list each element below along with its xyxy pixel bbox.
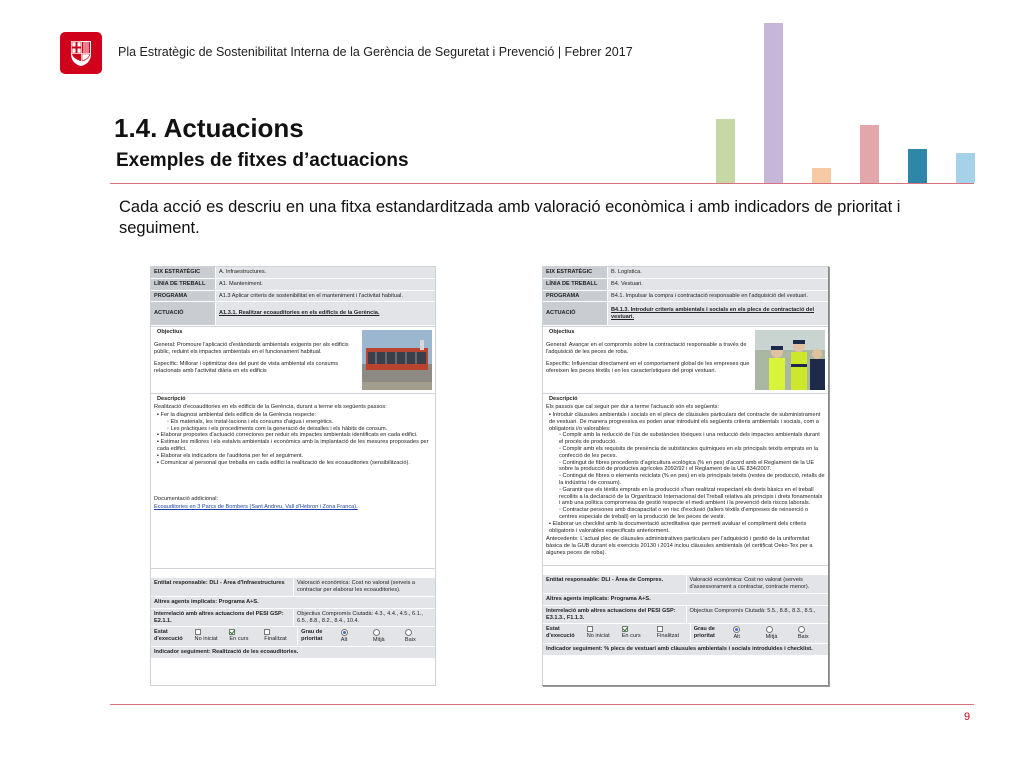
responsible-row xyxy=(543,575,828,594)
description-item: ◦ Les pràctiques i els procediments com la generació de deixalles i els hàbits de consum. xyxy=(157,426,432,433)
priority-option[interactable] xyxy=(339,627,371,646)
field-label: EIX ESTRATÈGIC xyxy=(543,267,607,278)
priority-option[interactable] xyxy=(371,627,403,646)
field-value: B. Logística. xyxy=(607,267,828,278)
field-label: PROGRAMA xyxy=(543,291,607,302)
objectives-heading: Objectius xyxy=(157,329,183,336)
objectives-section xyxy=(543,326,828,394)
field-value: A1.3 Aplicar criteris de sostenibilitat en el manteniment i l'activitat habitual. xyxy=(215,291,435,302)
card-field-row xyxy=(151,267,435,279)
radio-button[interactable] xyxy=(341,629,348,636)
objectives-heading: Objectius xyxy=(549,329,575,336)
description-item: ◦ Garantir que els tèxtils emprats en la producció s'han realitzat respectant els drets bàsics en el treball recollits a la declaració de la Organització Internacional del Treball relativa als principis i drets fonamentals i amb una política compromesa de gestió respecte el medi ambient i la prevenció dels riscos laborals. xyxy=(549,487,825,507)
interrelation: Interrelació amb altres actuacions del PESI GSP: E2.1.1. xyxy=(154,610,284,624)
description-item: ▪ Elaborar els indicadors de l'auditoria per fer el seguiment. xyxy=(157,453,432,460)
tracking-indicator: Indicador seguiment: Realització de les ecoauditories. xyxy=(151,647,435,658)
card-field-row xyxy=(543,279,828,291)
card-field-row xyxy=(543,267,828,279)
description-item: ▪ Elaborar un checklist amb la documentació acreditativa que permeti avaluar el compliment dels criteris obligatoris i valorables especificats anteriorment. xyxy=(549,521,825,535)
description-item: ◦ Contingut de fibres o elements reciclats (% en pes) en els principals teixits (restes de producció, retalls de la indústria i de consum). xyxy=(549,473,825,487)
decorative-bar xyxy=(956,153,975,183)
interrelation-row xyxy=(543,606,828,625)
execution-option-label: No iniciat xyxy=(194,636,218,643)
footer-divider xyxy=(110,704,974,705)
execution-option-label: Finalitzat xyxy=(656,633,680,640)
action-card xyxy=(150,266,436,686)
page-subtitle: Exemples de fitxes d’actuacions xyxy=(116,150,409,171)
additional-docs-link[interactable]: Ecoauditories en 3 Parcs de Bombers (Sant Andreu, Vall d'Hebron i Zona Franca). xyxy=(154,504,358,511)
field-label: ACTUACIÓ xyxy=(543,302,607,325)
priority-option-label: Alt xyxy=(733,634,740,641)
general-objective: General: Promoure l'aplicació d'estàndards ambientals exigents per als edificis públic, reduint els impactes ambientals en el funcionament habitual. xyxy=(154,342,349,355)
checkbox[interactable] xyxy=(264,629,270,635)
specific-objective: Específic: Influenciar directament en el comportament global de les empreses que ofereixen les peces tèxtils i en les característiques del propi vestuari. xyxy=(546,360,750,374)
description-item: ▪ Elaborar propostes d'actuació correctores per reduir els impactes ambientals identificats en cada edifici. xyxy=(157,432,432,439)
title-divider xyxy=(110,183,974,184)
priority-option-label: Mitjà xyxy=(372,637,385,644)
card-field-row xyxy=(151,302,435,326)
radio-button[interactable] xyxy=(733,626,740,633)
checkbox[interactable] xyxy=(622,626,628,632)
execution-option-label: Finalitzat xyxy=(264,636,287,643)
field-label: ACTUACIÓ xyxy=(151,302,215,325)
radio-button[interactable] xyxy=(798,626,805,633)
checkbox[interactable] xyxy=(229,629,235,635)
priority-option-label: Alt xyxy=(340,637,348,644)
responsible-entity: Entitat responsable: DLI - Àrea d'Infraestructures xyxy=(154,580,285,587)
barcelona-logo xyxy=(60,32,102,74)
description-item: ▪ Introduir clàusules ambientals i socials en el plecs de clàusules particulars del contracte de subministrament de vestuari. De manera progressiva es poden anar introduint els següents criteris ambientals i socials, com a obligatoris i/o valorables: xyxy=(549,412,825,432)
objectives-text xyxy=(543,327,755,393)
economic-valuation: Valoració econòmica: Cost no valorat (serveis a contractar per elaborar les ecoauditories). xyxy=(293,578,435,596)
execution-option-label: En curs xyxy=(621,633,641,640)
page-title: 1.4. Actuacions xyxy=(114,113,304,143)
antecedents-text: Antecedents: L'actual plec de clàusules administratives particulars per l'adquisició i gestió de la uniformitat bàsica de la GUB durant els exercicis 20130 i 2014 inclou clàusules ambientals (el certificat Oeko-Tex per a algunes peces de roba). xyxy=(546,536,813,556)
citizen-commitment: Objectius Compromís Ciutadà: 5.5., 8.8., 8.3., 8.5., xyxy=(686,606,829,624)
building-photo xyxy=(362,330,432,390)
field-label: PROGRAMA xyxy=(151,291,215,302)
field-value: B4. Vestuari. xyxy=(607,279,828,290)
objectives-section xyxy=(151,326,435,394)
priority-option[interactable] xyxy=(796,624,828,643)
card-gap xyxy=(543,566,828,575)
radio-button[interactable] xyxy=(373,629,380,636)
additional-docs-heading: Documentació addicional: xyxy=(154,496,219,503)
spacer xyxy=(154,466,432,496)
execution-option[interactable] xyxy=(655,624,690,642)
field-value: A1.3.1. Realitzar ecoauditories en els edificis de la Gerència. xyxy=(215,302,435,325)
decorative-bar xyxy=(716,119,735,183)
agents-row xyxy=(151,597,435,609)
decorative-bar xyxy=(860,125,879,183)
interrelation: Interrelació amb altres actuacions del PESI GSP: E3.1.3., F1.1.3. xyxy=(546,607,676,621)
decorative-bar xyxy=(812,168,831,183)
economic-valuation: Valoració econòmica: Cost no valorat (serveis d'assessorament a contractar, contracte menor). xyxy=(686,575,829,593)
other-agents: Altres agents implicats: Programa A+S. xyxy=(546,595,651,602)
description-item: ▪ Fer la diagnosi ambiental dels edificis de la Gerència respecte: xyxy=(157,412,432,419)
checkbox[interactable] xyxy=(195,629,201,635)
checkbox[interactable] xyxy=(657,626,663,632)
field-label: LÍNIA DE TREBALL xyxy=(151,279,215,290)
priority-option[interactable] xyxy=(764,624,796,643)
checkbox[interactable] xyxy=(587,626,593,632)
description-item: ▪ Estimar les millores i els estalvis ambientals i econòmics amb la implantació de les mesures proposades per cada edifici. xyxy=(157,439,432,453)
description-intro: Realització d'ecoauditories en els edificis de la Gerència, durant a terme els següents passos: xyxy=(154,404,387,411)
field-value: A1. Manteniment. xyxy=(215,279,435,290)
police-photo xyxy=(755,330,825,390)
responsible-row xyxy=(151,578,435,597)
priority-option-label: Mitjà xyxy=(765,634,778,641)
objectives-text xyxy=(151,327,362,393)
radio-button[interactable] xyxy=(405,629,412,636)
status-row xyxy=(543,624,828,644)
description-section xyxy=(543,394,828,566)
execution-option[interactable] xyxy=(227,627,262,645)
description-item: ▪ Comunicar al personal que treballa en cada edifici la realització de les ecoauditories (sensibilització). xyxy=(157,460,432,467)
description-list xyxy=(154,412,432,466)
description-heading: Descripció xyxy=(157,396,186,403)
card-field-row xyxy=(151,279,435,291)
description-heading: Descripció xyxy=(549,396,578,403)
priority-option-label: Baix xyxy=(797,634,809,641)
card-field-row xyxy=(543,302,828,326)
other-agents: Altres agents implicats: Programa A+S. xyxy=(154,598,259,605)
description-item: ◦ Els materials, les instal·lacions i els consums d'aigua i energètics. xyxy=(157,419,432,426)
execution-option[interactable] xyxy=(620,624,655,642)
radio-button[interactable] xyxy=(766,626,773,633)
responsible-entity: Entitat responsable: DLI - Àrea de Compres. xyxy=(546,577,664,584)
shield-icon xyxy=(60,32,102,74)
field-value: A. Infraestructures. xyxy=(215,267,435,278)
intro-text: Cada acció es descriu en una fitxa estandarditzada amb valoració econòmica i amb indicadors de prioritat i seguiment. xyxy=(119,198,901,237)
interrelation-row xyxy=(151,609,435,628)
execution-option[interactable] xyxy=(193,627,228,645)
execution-option[interactable] xyxy=(585,624,620,642)
execution-option[interactable] xyxy=(262,627,297,645)
execution-status-label: Estat d'execució xyxy=(154,629,183,643)
description-intro: Els passos que cal seguir per dur a terme l'actuació són els següents: xyxy=(546,404,720,411)
citizen-commitment: Objectius Compromís Ciutadà: 4.3., 4.4., 4.5., 6.1., 6.5., 8.8., 8.2., 8.4., 10.4. xyxy=(293,609,435,627)
description-item: ◦ Contingut de fibres procedents d'agricultura ecològica (% en pes) d'acord amb el Reglament de la UE sobre la producció de productes agrícoles 2092/92 i el Reglament de la UE 834/2007. xyxy=(549,460,825,474)
action-card xyxy=(542,266,829,686)
field-label: LÍNIA DE TREBALL xyxy=(543,279,607,290)
execution-option-label: En curs xyxy=(229,636,249,643)
header-title: Pla Estratègic de Sostenibilitat Interna de la Gerència de Seguretat i Prevenció | Febrer 2017 xyxy=(118,45,633,59)
tracking-indicator: Indicador seguiment: % plecs de vestuari amb clàusules ambientals i socials introduïdes i checklist. xyxy=(543,644,828,655)
decorative-bar xyxy=(908,149,927,183)
description-item: ◦ Contractar persones amb discapacitat o en risc d'exclusió (tallers tèxtils d'empreses de reinserció o centres especials de treball) en la producció de les peces de vestir. xyxy=(549,507,825,521)
priority-option-label: Baix xyxy=(404,637,416,644)
general-objective: General: Avançar en el compromís sobre la contractació responsable a través de l'adquisició de les peces de roba. xyxy=(546,342,747,355)
status-row xyxy=(151,627,435,647)
field-value: B4.1.3. Introduir criteris ambientals i socials en els plecs de contractació del vestuari. xyxy=(607,302,828,325)
page-number: 9 xyxy=(964,711,971,723)
description-section xyxy=(151,394,435,569)
card-field-row xyxy=(151,291,435,303)
card-field-row xyxy=(543,291,828,303)
description-item: ◦ Complir amb els requisits de presència de substàncies químiques en els principals teixits emprats en la confecció de les peces. xyxy=(549,446,825,460)
specific-objective: Específic: Millorar i optimitzar des del punt de vista ambiental els consums relacionats amb l'activitat diària en els edificis xyxy=(154,360,339,374)
priority-option[interactable] xyxy=(403,627,435,646)
execution-status-label: Estat d'execució xyxy=(546,626,575,640)
field-value: B4.1. Impulsar la compra i contractació responsable en l'adquisició del vestuari. xyxy=(607,291,828,302)
field-label: EIX ESTRATÈGIC xyxy=(151,267,215,278)
agents-row xyxy=(543,594,828,606)
description-item: ◦ Complir amb la reducció de l'ús de substàncies tòxiques i una reducció dels impactes ambientals durant el procés de producció. xyxy=(549,432,825,446)
priority-label: Grau de prioritat xyxy=(690,624,732,642)
priority-label: Grau de prioritat xyxy=(297,627,339,645)
execution-option-label: No iniciat xyxy=(586,633,610,640)
decorative-bar xyxy=(764,23,783,183)
priority-option[interactable] xyxy=(731,624,763,643)
card-gap xyxy=(151,569,435,578)
description-list xyxy=(546,412,825,534)
